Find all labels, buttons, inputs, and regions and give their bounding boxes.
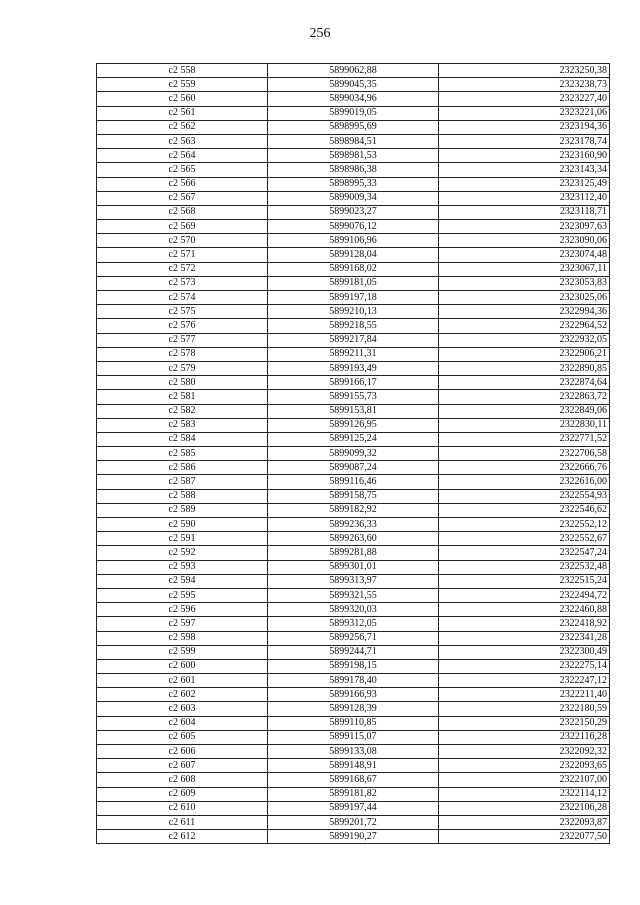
point-id-cell: c2 594 [97, 574, 268, 588]
table-row [97, 603, 610, 617]
table-row [97, 730, 610, 744]
x-coordinate-cell: 5899034,96 [268, 92, 439, 106]
y-coordinate-cell: 2322460,88 [439, 603, 610, 617]
table-row [97, 759, 610, 773]
table-row [97, 149, 610, 163]
x-coordinate-cell: 5899166,93 [268, 688, 439, 702]
point-id-cell: c2 572 [97, 262, 268, 276]
point-id-cell: c2 587 [97, 475, 268, 489]
point-id-cell: c2 608 [97, 773, 268, 787]
y-coordinate-cell: 2322275,14 [439, 659, 610, 673]
y-coordinate-cell: 2322616,00 [439, 475, 610, 489]
y-coordinate-cell: 2322247,12 [439, 674, 610, 688]
y-coordinate-cell: 2322532,48 [439, 560, 610, 574]
table-row [97, 518, 610, 532]
y-coordinate-cell: 2322932,05 [439, 333, 610, 347]
y-coordinate-cell: 2323143,34 [439, 163, 610, 177]
point-id-cell: c2 590 [97, 518, 268, 532]
y-coordinate-cell: 2322180,59 [439, 702, 610, 716]
y-coordinate-cell: 2322546,62 [439, 503, 610, 517]
y-coordinate-cell: 2323238,73 [439, 78, 610, 92]
y-coordinate-cell: 2322093,65 [439, 759, 610, 773]
x-coordinate-cell: 5899263,60 [268, 532, 439, 546]
point-id-cell: c2 597 [97, 617, 268, 631]
y-coordinate-cell: 2323227,40 [439, 92, 610, 106]
point-id-cell: c2 573 [97, 276, 268, 290]
y-coordinate-cell: 2323250,38 [439, 64, 610, 78]
point-id-cell: c2 606 [97, 745, 268, 759]
table-row [97, 773, 610, 787]
table-row [97, 418, 610, 432]
x-coordinate-cell: 5899301,01 [268, 560, 439, 574]
point-id-cell: c2 562 [97, 120, 268, 134]
x-coordinate-cell: 5899155,73 [268, 390, 439, 404]
table-row [97, 830, 610, 844]
table-row [97, 475, 610, 489]
table-row [97, 333, 610, 347]
point-id-cell: c2 584 [97, 432, 268, 446]
x-coordinate-cell: 5899201,72 [268, 815, 439, 829]
table-row [97, 745, 610, 759]
x-coordinate-cell: 5899312,05 [268, 617, 439, 631]
x-coordinate-cell: 5899023,27 [268, 205, 439, 219]
table-body [97, 64, 610, 844]
x-coordinate-cell: 5899126,95 [268, 418, 439, 432]
table-row [97, 120, 610, 134]
table-row [97, 390, 610, 404]
table-row [97, 134, 610, 148]
table-row [97, 92, 610, 106]
table-row [97, 815, 610, 829]
table-row [97, 716, 610, 730]
table-row [97, 106, 610, 120]
x-coordinate-cell: 5899168,67 [268, 773, 439, 787]
point-id-cell: c2 561 [97, 106, 268, 120]
table-row [97, 64, 610, 78]
point-id-cell: c2 605 [97, 730, 268, 744]
point-id-cell: c2 583 [97, 418, 268, 432]
x-coordinate-cell: 5899181,82 [268, 787, 439, 801]
x-coordinate-cell: 5899197,44 [268, 801, 439, 815]
point-id-cell: c2 580 [97, 376, 268, 390]
table-row [97, 291, 610, 305]
x-coordinate-cell: 5899281,88 [268, 546, 439, 560]
point-id-cell: c2 582 [97, 404, 268, 418]
point-id-cell: c2 601 [97, 674, 268, 688]
page-number: 256 [309, 26, 331, 41]
x-coordinate-cell: 5899116,46 [268, 475, 439, 489]
table-row [97, 688, 610, 702]
x-coordinate-cell: 5899076,12 [268, 220, 439, 234]
point-id-cell: c2 595 [97, 588, 268, 602]
point-id-cell: c2 566 [97, 177, 268, 191]
point-id-cell: c2 591 [97, 532, 268, 546]
y-coordinate-cell: 2322552,12 [439, 518, 610, 532]
y-coordinate-cell: 2322116,28 [439, 730, 610, 744]
table-row [97, 489, 610, 503]
y-coordinate-cell: 2322706,58 [439, 447, 610, 461]
table-row [97, 163, 610, 177]
x-coordinate-cell: 5898986,38 [268, 163, 439, 177]
y-coordinate-cell: 2322150,29 [439, 716, 610, 730]
x-coordinate-cell: 5899019,05 [268, 106, 439, 120]
y-coordinate-cell: 2322341,28 [439, 631, 610, 645]
point-id-cell: c2 610 [97, 801, 268, 815]
x-coordinate-cell: 5899236,33 [268, 518, 439, 532]
point-id-cell: c2 567 [97, 191, 268, 205]
point-id-cell: c2 604 [97, 716, 268, 730]
point-id-cell: c2 574 [97, 291, 268, 305]
point-id-cell: c2 585 [97, 447, 268, 461]
point-id-cell: c2 564 [97, 149, 268, 163]
point-id-cell: c2 598 [97, 631, 268, 645]
table-row [97, 305, 610, 319]
y-coordinate-cell: 2322092,32 [439, 745, 610, 759]
y-coordinate-cell: 2323067,11 [439, 262, 610, 276]
x-coordinate-cell: 5899158,75 [268, 489, 439, 503]
table-row [97, 347, 610, 361]
y-coordinate-cell: 2322771,52 [439, 432, 610, 446]
point-id-cell: c2 600 [97, 659, 268, 673]
x-coordinate-cell: 5899321,55 [268, 588, 439, 602]
x-coordinate-cell: 5899168,02 [268, 262, 439, 276]
x-coordinate-cell: 5899166,17 [268, 376, 439, 390]
y-coordinate-cell: 2322418,92 [439, 617, 610, 631]
coordinates-table [96, 63, 610, 844]
table-row [97, 546, 610, 560]
y-coordinate-cell: 2322107,00 [439, 773, 610, 787]
x-coordinate-cell: 5899210,13 [268, 305, 439, 319]
x-coordinate-cell: 5898995,33 [268, 177, 439, 191]
x-coordinate-cell: 5899099,32 [268, 447, 439, 461]
y-coordinate-cell: 2323118,71 [439, 205, 610, 219]
point-id-cell: c2 563 [97, 134, 268, 148]
point-id-cell: c2 565 [97, 163, 268, 177]
point-id-cell: c2 576 [97, 319, 268, 333]
table-row [97, 432, 610, 446]
x-coordinate-cell: 5899009,34 [268, 191, 439, 205]
y-coordinate-cell: 2322890,85 [439, 361, 610, 375]
x-coordinate-cell: 5899218,55 [268, 319, 439, 333]
x-coordinate-cell: 5899190,27 [268, 830, 439, 844]
table-row [97, 659, 610, 673]
y-coordinate-cell: 2322494,72 [439, 588, 610, 602]
table-row [97, 574, 610, 588]
table-row [97, 319, 610, 333]
y-coordinate-cell: 2322849,06 [439, 404, 610, 418]
x-coordinate-cell: 5899256,71 [268, 631, 439, 645]
x-coordinate-cell: 5899217,84 [268, 333, 439, 347]
x-coordinate-cell: 5899125,24 [268, 432, 439, 446]
y-coordinate-cell: 2322300,49 [439, 645, 610, 659]
y-coordinate-cell: 2322830,11 [439, 418, 610, 432]
y-coordinate-cell: 2322515,24 [439, 574, 610, 588]
x-coordinate-cell: 5899313,97 [268, 574, 439, 588]
table-row [97, 801, 610, 815]
point-id-cell: c2 569 [97, 220, 268, 234]
point-id-cell: c2 596 [97, 603, 268, 617]
table-row [97, 248, 610, 262]
y-coordinate-cell: 2323178,74 [439, 134, 610, 148]
y-coordinate-cell: 2323090,06 [439, 234, 610, 248]
point-id-cell: c2 609 [97, 787, 268, 801]
table-row [97, 503, 610, 517]
point-id-cell: c2 577 [97, 333, 268, 347]
x-coordinate-cell: 5899062,88 [268, 64, 439, 78]
table-row [97, 205, 610, 219]
y-coordinate-cell: 2322093,87 [439, 815, 610, 829]
table-row [97, 78, 610, 92]
table-row [97, 631, 610, 645]
x-coordinate-cell: 5899181,05 [268, 276, 439, 290]
table-row [97, 645, 610, 659]
x-coordinate-cell: 5899153,81 [268, 404, 439, 418]
point-id-cell: c2 581 [97, 390, 268, 404]
table-row [97, 588, 610, 602]
point-id-cell: c2 599 [97, 645, 268, 659]
table-row [97, 617, 610, 631]
y-coordinate-cell: 2323025,06 [439, 291, 610, 305]
table-row [97, 447, 610, 461]
table-row [97, 220, 610, 234]
y-coordinate-cell: 2323097,63 [439, 220, 610, 234]
point-id-cell: c2 568 [97, 205, 268, 219]
x-coordinate-cell: 5899133,08 [268, 745, 439, 759]
y-coordinate-cell: 2322964,52 [439, 319, 610, 333]
point-id-cell: c2 588 [97, 489, 268, 503]
y-coordinate-cell: 2323160,90 [439, 149, 610, 163]
point-id-cell: c2 611 [97, 815, 268, 829]
table-row [97, 376, 610, 390]
point-id-cell: c2 570 [97, 234, 268, 248]
point-id-cell: c2 602 [97, 688, 268, 702]
point-id-cell: c2 571 [97, 248, 268, 262]
y-coordinate-cell: 2323112,40 [439, 191, 610, 205]
x-coordinate-cell: 5899211,31 [268, 347, 439, 361]
y-coordinate-cell: 2322863,72 [439, 390, 610, 404]
y-coordinate-cell: 2322547,24 [439, 546, 610, 560]
y-coordinate-cell: 2322666,76 [439, 461, 610, 475]
point-id-cell: c2 589 [97, 503, 268, 517]
y-coordinate-cell: 2323053,83 [439, 276, 610, 290]
x-coordinate-cell: 5899178,40 [268, 674, 439, 688]
y-coordinate-cell: 2322552,67 [439, 532, 610, 546]
x-coordinate-cell: 5899148,91 [268, 759, 439, 773]
x-coordinate-cell: 5898981,53 [268, 149, 439, 163]
table-row [97, 532, 610, 546]
y-coordinate-cell: 2322994,36 [439, 305, 610, 319]
y-coordinate-cell: 2323074,48 [439, 248, 610, 262]
y-coordinate-cell: 2322906,21 [439, 347, 610, 361]
table-row [97, 234, 610, 248]
x-coordinate-cell: 5899320,03 [268, 603, 439, 617]
x-coordinate-cell: 5899128,39 [268, 702, 439, 716]
point-id-cell: c2 607 [97, 759, 268, 773]
point-id-cell: c2 612 [97, 830, 268, 844]
y-coordinate-cell: 2322554,93 [439, 489, 610, 503]
x-coordinate-cell: 5899198,15 [268, 659, 439, 673]
table-row [97, 787, 610, 801]
table-row [97, 461, 610, 475]
x-coordinate-cell: 5899128,04 [268, 248, 439, 262]
x-coordinate-cell: 5899182,92 [268, 503, 439, 517]
y-coordinate-cell: 2322106,28 [439, 801, 610, 815]
point-id-cell: c2 592 [97, 546, 268, 560]
x-coordinate-cell: 5899110,85 [268, 716, 439, 730]
point-id-cell: c2 578 [97, 347, 268, 361]
y-coordinate-cell: 2323194,36 [439, 120, 610, 134]
table-row [97, 674, 610, 688]
point-id-cell: c2 579 [97, 361, 268, 375]
point-id-cell: c2 575 [97, 305, 268, 319]
y-coordinate-cell: 2323125,49 [439, 177, 610, 191]
x-coordinate-cell: 5899045,35 [268, 78, 439, 92]
point-id-cell: c2 603 [97, 702, 268, 716]
x-coordinate-cell: 5898995,69 [268, 120, 439, 134]
y-coordinate-cell: 2322211,40 [439, 688, 610, 702]
point-id-cell: c2 560 [97, 92, 268, 106]
y-coordinate-cell: 2322114,12 [439, 787, 610, 801]
table-row [97, 702, 610, 716]
x-coordinate-cell: 5898984,51 [268, 134, 439, 148]
x-coordinate-cell: 5899193,49 [268, 361, 439, 375]
x-coordinate-cell: 5899106,96 [268, 234, 439, 248]
x-coordinate-cell: 5899115,07 [268, 730, 439, 744]
point-id-cell: c2 558 [97, 64, 268, 78]
x-coordinate-cell: 5899197,18 [268, 291, 439, 305]
table-row [97, 191, 610, 205]
table-row [97, 560, 610, 574]
table-row [97, 262, 610, 276]
y-coordinate-cell: 2322077,50 [439, 830, 610, 844]
point-id-cell: c2 593 [97, 560, 268, 574]
table-row [97, 177, 610, 191]
table-row [97, 361, 610, 375]
table-row [97, 404, 610, 418]
table-row [97, 276, 610, 290]
x-coordinate-cell: 5899087,24 [268, 461, 439, 475]
y-coordinate-cell: 2323221,06 [439, 106, 610, 120]
point-id-cell: c2 586 [97, 461, 268, 475]
y-coordinate-cell: 2322874,64 [439, 376, 610, 390]
point-id-cell: c2 559 [97, 78, 268, 92]
x-coordinate-cell: 5899244,71 [268, 645, 439, 659]
